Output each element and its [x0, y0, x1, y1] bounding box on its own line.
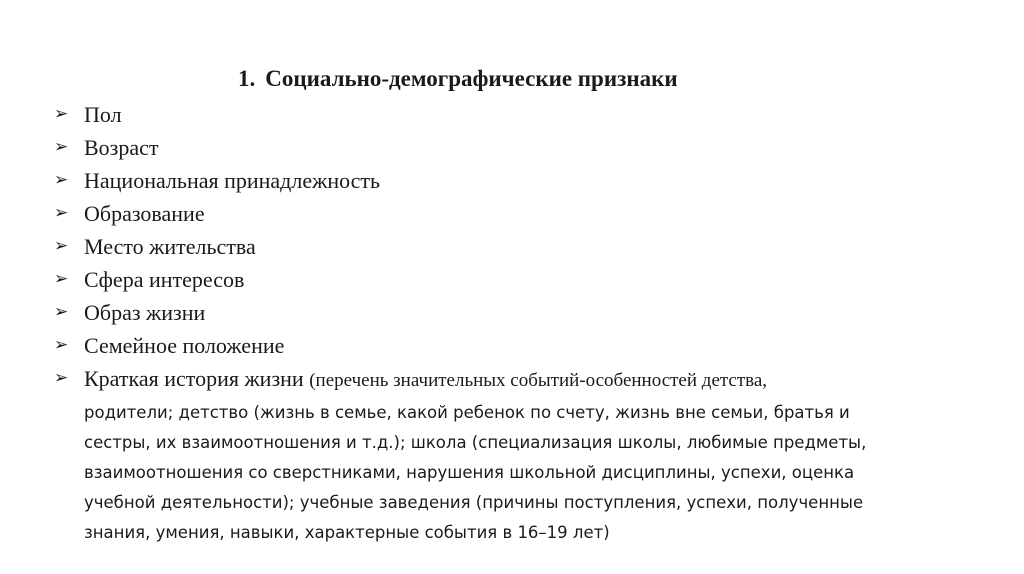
feature-list: [54, 98, 1004, 548]
list-item-label: Семейное положение: [84, 333, 285, 358]
arrow-bullet-icon: ➢: [54, 269, 69, 289]
arrow-bullet-icon: ➢: [54, 137, 69, 157]
title-number: 1.: [238, 66, 256, 91]
list-item-label: Возраст: [84, 135, 159, 160]
details-line: родители; детство (жизнь в семье, какой ребенок по счету, жизнь вне семьи, братья и: [84, 403, 850, 422]
details-line: взаимоотношения со сверстниками, нарушения школьной дисциплины, успехи, оценка: [84, 463, 855, 482]
list-item-label: Национальная принадлежность: [84, 168, 381, 193]
arrow-bullet-icon: ➢: [54, 104, 69, 124]
life-history-details: [84, 398, 1004, 548]
list-item-label: Краткая история жизни: [84, 366, 304, 391]
title-text: Социально-демографические признаки: [265, 66, 678, 91]
list-item-interests: [54, 263, 1004, 296]
list-item-age: [54, 131, 1004, 164]
list-item-label: Образование: [84, 201, 205, 226]
list-item-education: [54, 197, 1004, 230]
arrow-bullet-icon: ➢: [54, 302, 69, 322]
list-item-marital-status: [54, 329, 1004, 362]
list-item-label: Сфера интересов: [84, 267, 245, 292]
list-item-label: Пол: [84, 102, 122, 127]
details-line: учебной деятельности); учебные заведения (причины поступления, успехи, полученные: [84, 493, 864, 512]
details-line: знания, умения, навыки, характерные события в 16–19 лет): [84, 523, 610, 542]
list-item-label: Место жительства: [84, 234, 256, 259]
list-item-residence: [54, 230, 1004, 263]
arrow-bullet-icon: ➢: [54, 236, 69, 256]
list-item-nationality: [54, 164, 1004, 197]
list-item-life-history: [54, 362, 1004, 548]
list-item-label: Образ жизни: [84, 300, 206, 325]
list-item-gender: [54, 98, 1004, 131]
arrow-bullet-icon: ➢: [54, 368, 69, 388]
details-line: сестры, их взаимоотношения и т.д.); школа (специализация школы, любимые предметы,: [84, 433, 867, 452]
list-item-lifestyle: [54, 296, 1004, 329]
life-history-note: (перечень значительных событий-особенностей детства,: [309, 370, 768, 391]
slide-title: [238, 66, 678, 92]
arrow-bullet-icon: ➢: [54, 335, 69, 355]
arrow-bullet-icon: ➢: [54, 170, 69, 190]
arrow-bullet-icon: ➢: [54, 203, 69, 223]
